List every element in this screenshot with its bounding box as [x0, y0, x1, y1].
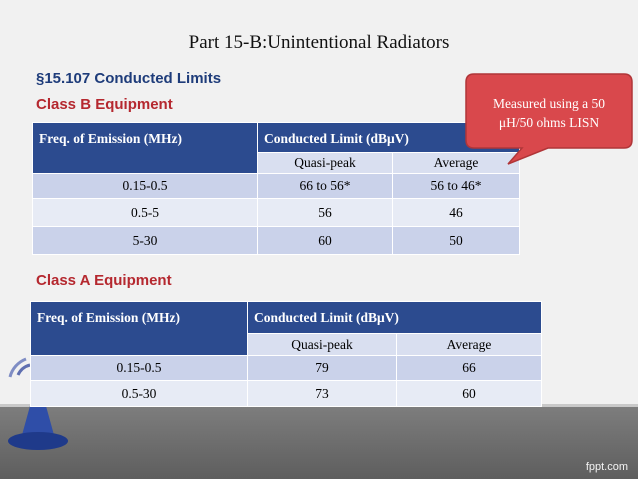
freq-cell: 5-30 — [33, 227, 258, 255]
average-cell: 56 to 46* — [393, 174, 520, 199]
quasi-cell: 60 — [258, 227, 393, 255]
table-subheader-quasi: Quasi-peak — [258, 153, 393, 174]
callout-text — [470, 94, 628, 132]
class-a-limits-table — [30, 301, 542, 407]
callout-line-2: μH/50 ohms LISN — [498, 115, 600, 130]
callout-line-1: Measured using a 50 — [492, 96, 606, 111]
table-row — [33, 174, 520, 199]
quasi-cell: 73 — [248, 381, 397, 407]
section-heading: §15.107 Conducted Limits — [36, 70, 222, 87]
footer-brand: fppt.com — [585, 461, 628, 473]
table-subheader-average: Average — [397, 334, 542, 356]
average-cell: 66 — [397, 356, 542, 381]
table-subheader-quasi: Quasi-peak — [248, 334, 397, 356]
freq-cell: 0.5-5 — [33, 199, 258, 227]
table-header-limit: Conducted Limit (dBμV) — [258, 123, 520, 153]
table-header-limit: Conducted Limit (dBμV) — [248, 302, 542, 334]
average-cell: 50 — [393, 227, 520, 255]
slide-title: Part 15-B:Unintentional Radiators — [188, 32, 450, 53]
average-cell: 46 — [393, 199, 520, 227]
class-b-heading: Class B Equipment — [36, 96, 173, 113]
table-header-freq: Freq. of Emission (MHz) — [33, 123, 258, 174]
freq-cell: 0.15-0.5 — [31, 356, 248, 381]
table-subheader-average: Average — [393, 153, 520, 174]
class-b-limits-table — [32, 122, 520, 255]
quasi-cell: 79 — [248, 356, 397, 381]
class-a-heading: Class A Equipment — [36, 272, 172, 289]
table-row — [33, 199, 520, 227]
table-row — [33, 227, 520, 255]
table-row — [31, 381, 542, 407]
freq-cell: 0.5-30 — [31, 381, 248, 407]
table-header-freq: Freq. of Emission (MHz) — [31, 302, 248, 356]
quasi-cell: 66 to 56* — [258, 174, 393, 199]
table-row — [31, 356, 542, 381]
average-cell: 60 — [397, 381, 542, 407]
freq-cell: 0.15-0.5 — [33, 174, 258, 199]
quasi-cell: 56 — [258, 199, 393, 227]
lisn-callout — [464, 72, 634, 156]
